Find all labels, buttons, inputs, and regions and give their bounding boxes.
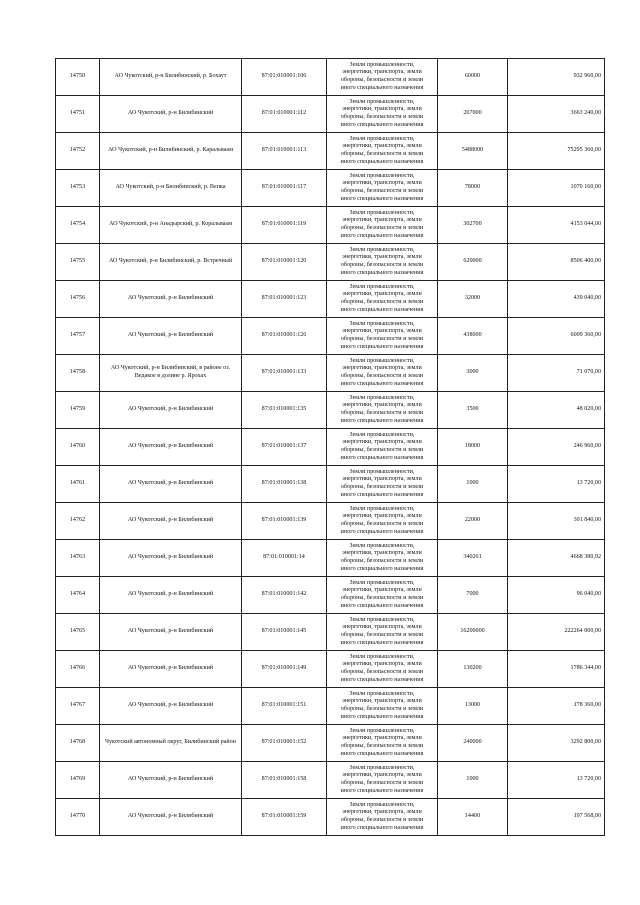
land-category-cell bbox=[327, 244, 438, 281]
table-row bbox=[56, 59, 605, 96]
area-cell: 13000 bbox=[438, 688, 508, 725]
record-number-cell: 14753 bbox=[56, 170, 100, 207]
land-category-line: энергетики, транспорта, земли bbox=[342, 180, 422, 187]
record-number-cell: 14770 bbox=[56, 799, 100, 836]
land-category-line: иного специального назначения bbox=[340, 269, 424, 276]
cadastral-value-cell: 178 360,00 bbox=[508, 688, 605, 725]
cadastral-number-cell: 87:01:010001:119 bbox=[242, 207, 327, 244]
area-cell: 60000 bbox=[438, 59, 508, 96]
land-category-text bbox=[327, 355, 437, 391]
area-cell: 5488000 bbox=[438, 133, 508, 170]
cadastral-value-cell: 13 720,00 bbox=[508, 762, 605, 799]
record-number-cell: 14761 bbox=[56, 466, 100, 503]
area-cell: 3000 bbox=[438, 355, 508, 392]
land-category-line: энергетики, транспорта, земли bbox=[342, 809, 422, 816]
land-category-line: энергетики, транспорта, земли bbox=[342, 587, 422, 594]
land-category-line: иного специального назначения bbox=[340, 528, 424, 535]
land-category-line: Земли промышленности, bbox=[349, 246, 415, 253]
cadastral-number-cell: 87:01:010001:151 bbox=[242, 688, 327, 725]
cadastral-number-cell: 87:01:010001:138 bbox=[242, 466, 327, 503]
land-category-line: энергетики, транспорта, земли bbox=[342, 735, 422, 742]
land-category-text bbox=[327, 133, 437, 169]
cadastral-number-cell: 87:01:010001:120 bbox=[242, 244, 327, 281]
land-category-cell bbox=[327, 503, 438, 540]
land-category-text bbox=[327, 762, 437, 798]
land-category-line: иного специального назначения bbox=[340, 639, 424, 646]
cadastral-number-cell: 87:01:010001:142 bbox=[242, 577, 327, 614]
land-category-line: энергетики, транспорта, земли bbox=[342, 69, 422, 76]
address-cell: АО Чукотский, р-н Билибинский bbox=[100, 688, 242, 725]
cadastral-value-cell: 48 020,00 bbox=[508, 392, 605, 429]
cadastral-value-cell: 8506 400,00 bbox=[508, 244, 605, 281]
land-category-text bbox=[327, 170, 437, 206]
land-category-line: обороны, безопасности и земли bbox=[340, 595, 424, 601]
land-category-text bbox=[327, 688, 437, 724]
record-number-cell: 14768 bbox=[56, 725, 100, 762]
land-category-line: обороны, безопасности и земли bbox=[340, 299, 424, 305]
table-row bbox=[56, 96, 605, 133]
land-category-line: энергетики, транспорта, земли bbox=[342, 217, 422, 224]
land-category-line: иного специального назначения bbox=[340, 417, 424, 424]
land-category-line: Земли промышленности, bbox=[349, 209, 415, 216]
land-category-cell bbox=[327, 577, 438, 614]
record-number-cell: 14763 bbox=[56, 540, 100, 577]
land-category-line: обороны, безопасности и земли bbox=[340, 484, 424, 490]
table-row bbox=[56, 614, 605, 651]
land-category-cell bbox=[327, 392, 438, 429]
area-cell: 1000 bbox=[438, 466, 508, 503]
land-category-line: энергетики, транспорта, земли bbox=[342, 402, 422, 409]
land-category-line: Земли промышленности, bbox=[349, 653, 415, 660]
address-cell: АО Чукотский, р-н Билибинский bbox=[100, 392, 242, 429]
cadastral-number-cell: 87:01:010001:113 bbox=[242, 133, 327, 170]
record-number-cell: 14766 bbox=[56, 651, 100, 688]
land-category-line: Земли промышленности, bbox=[349, 542, 415, 549]
land-category-cell bbox=[327, 614, 438, 651]
land-category-text bbox=[327, 318, 437, 354]
land-category-line: Земли промышленности, bbox=[349, 505, 415, 512]
land-category-line: обороны, безопасности и земли bbox=[340, 817, 424, 823]
table-row bbox=[56, 392, 605, 429]
land-category-text bbox=[327, 725, 437, 761]
land-category-line: энергетики, транспорта, земли bbox=[342, 550, 422, 557]
land-category-line: иного специального назначения bbox=[340, 158, 424, 165]
address-cell: АО Чукотский, р-н Билибинский bbox=[100, 96, 242, 133]
land-category-line: обороны, безопасности и земли bbox=[340, 743, 424, 749]
land-plots-table bbox=[55, 58, 605, 836]
record-number-cell: 14760 bbox=[56, 429, 100, 466]
land-category-line: Земли промышленности, bbox=[349, 394, 415, 401]
land-category-line: обороны, безопасности и земли bbox=[340, 188, 424, 194]
land-category-line: иного специального назначения bbox=[340, 824, 424, 831]
table-row bbox=[56, 281, 605, 318]
land-category-line: Земли промышленности, bbox=[349, 431, 415, 438]
land-category-line: иного специального назначения bbox=[340, 676, 424, 683]
cadastral-number-cell: 87:01:010001:112 bbox=[242, 96, 327, 133]
land-category-cell bbox=[327, 281, 438, 318]
land-category-line: обороны, безопасности и земли bbox=[340, 521, 424, 527]
table-row bbox=[56, 244, 605, 281]
land-category-text bbox=[327, 614, 437, 650]
land-category-line: энергетики, транспорта, земли bbox=[342, 291, 422, 298]
land-category-line: обороны, безопасности и земли bbox=[340, 780, 424, 786]
table-row bbox=[56, 577, 605, 614]
area-cell: 302700 bbox=[438, 207, 508, 244]
cadastral-value-cell: 75295 360,00 bbox=[508, 133, 605, 170]
record-number-cell: 14754 bbox=[56, 207, 100, 244]
land-category-line: Земли промышленности, bbox=[349, 320, 415, 327]
cadastral-value-cell: 1786 344,00 bbox=[508, 651, 605, 688]
address-cell: АО Чукотский, р-н Билибинский bbox=[100, 318, 242, 355]
area-cell: 267000 bbox=[438, 96, 508, 133]
land-category-line: обороны, безопасности и земли bbox=[340, 706, 424, 712]
cadastral-value-cell: 4668 380,92 bbox=[508, 540, 605, 577]
land-category-line: энергетики, транспорта, земли bbox=[342, 328, 422, 335]
land-category-line: иного специального назначения bbox=[340, 306, 424, 313]
cadastral-value-cell: 246 960,00 bbox=[508, 429, 605, 466]
table-row bbox=[56, 503, 605, 540]
address-cell: АО Чукотский, р-н Билибинский, р. Бохаут bbox=[100, 59, 242, 96]
land-category-line: Земли промышленности, bbox=[349, 616, 415, 623]
cadastral-number-cell: 87:01:010001:139 bbox=[242, 503, 327, 540]
cadastral-value-cell: 222264 000,00 bbox=[508, 614, 605, 651]
area-cell: 130200 bbox=[438, 651, 508, 688]
land-category-line: энергетики, транспорта, земли bbox=[342, 624, 422, 631]
land-category-line: обороны, безопасности и земли bbox=[340, 151, 424, 157]
land-category-line: обороны, безопасности и земли bbox=[340, 77, 424, 83]
area-cell: 1000 bbox=[438, 762, 508, 799]
address-cell: АО Чукотский, р-н Билибинский bbox=[100, 799, 242, 836]
land-category-line: обороны, безопасности и земли bbox=[340, 669, 424, 675]
cadastral-number-cell: 87:01:010001:14 bbox=[242, 540, 327, 577]
land-category-cell bbox=[327, 799, 438, 836]
land-category-line: обороны, безопасности и земли bbox=[340, 410, 424, 416]
area-cell: 22000 bbox=[438, 503, 508, 540]
address-cell: АО Чукотский, р-н Билибинский bbox=[100, 614, 242, 651]
cadastral-number-cell: 87:01:010001:145 bbox=[242, 614, 327, 651]
table-row bbox=[56, 725, 605, 762]
cadastral-number-cell: 87:01:010001:159 bbox=[242, 799, 327, 836]
land-category-line: энергетики, транспорта, земли bbox=[342, 772, 422, 779]
address-cell: АО Чукотский, р-н Билибинский, р. Встречный bbox=[100, 244, 242, 281]
cadastral-value-cell: 3292 800,00 bbox=[508, 725, 605, 762]
land-category-line: Земли промышленности, bbox=[349, 283, 415, 290]
land-category-line: Земли промышленности, bbox=[349, 579, 415, 586]
land-category-cell bbox=[327, 170, 438, 207]
land-category-line: иного специального назначения bbox=[340, 713, 424, 720]
land-category-cell bbox=[327, 466, 438, 503]
land-category-cell bbox=[327, 96, 438, 133]
land-category-line: иного специального назначения bbox=[340, 121, 424, 128]
area-cell: 240000 bbox=[438, 725, 508, 762]
land-category-cell bbox=[327, 651, 438, 688]
cadastral-value-cell: 13 720,00 bbox=[508, 466, 605, 503]
cadastral-number-cell: 87:01:010001:135 bbox=[242, 392, 327, 429]
address-cell: АО Чукотский, р-н Билибинский, р. Вепка bbox=[100, 170, 242, 207]
address-cell: АО Чукотский, р-н Билибинский bbox=[100, 429, 242, 466]
land-category-line: обороны, безопасности и земли bbox=[340, 336, 424, 342]
land-category-line: иного специального назначения bbox=[340, 343, 424, 350]
record-number-cell: 14758 bbox=[56, 355, 100, 392]
table-row bbox=[56, 355, 605, 392]
cadastral-value-cell: 301 840,00 bbox=[508, 503, 605, 540]
land-category-line: Земли промышленности, bbox=[349, 61, 415, 68]
land-category-line: иного специального назначения bbox=[340, 565, 424, 572]
cadastral-number-cell: 87:01:010001:158 bbox=[242, 762, 327, 799]
cadastral-value-cell: 932 960,00 bbox=[508, 59, 605, 96]
table-row bbox=[56, 429, 605, 466]
land-category-line: энергетики, транспорта, земли bbox=[342, 365, 422, 372]
cadastral-number-cell: 87:01:010001:152 bbox=[242, 725, 327, 762]
address-cell: АО Чукотский, р-н Анадырский, р. Коральваам bbox=[100, 207, 242, 244]
cadastral-number-cell: 87:01:010001:126 bbox=[242, 318, 327, 355]
record-number-cell: 14751 bbox=[56, 96, 100, 133]
land-category-line: иного специального назначения bbox=[340, 454, 424, 461]
cadastral-value-cell: 197 568,00 bbox=[508, 799, 605, 836]
land-category-cell bbox=[327, 59, 438, 96]
land-category-cell bbox=[327, 540, 438, 577]
cadastral-number-cell: 87:01:010001:149 bbox=[242, 651, 327, 688]
land-category-line: иного специального назначения bbox=[340, 232, 424, 239]
address-cell: АО Чукотский, р-н Билибинский bbox=[100, 540, 242, 577]
address-cell: АО Чукотский, р-н Билибинский bbox=[100, 503, 242, 540]
land-category-text bbox=[327, 577, 437, 613]
address-cell: АО Чукотский, р-н Билибинский bbox=[100, 651, 242, 688]
land-category-line: иного специального назначения bbox=[340, 787, 424, 794]
cadastral-number-cell: 87:01:010001:106 bbox=[242, 59, 327, 96]
land-category-text bbox=[327, 799, 437, 835]
land-category-text bbox=[327, 244, 437, 280]
area-cell: 7000 bbox=[438, 577, 508, 614]
record-number-cell: 14757 bbox=[56, 318, 100, 355]
land-category-line: Земли промышленности, bbox=[349, 98, 415, 105]
land-category-line: Земли промышленности, bbox=[349, 690, 415, 697]
land-category-line: Земли промышленности, bbox=[349, 468, 415, 475]
address-cell: АО Чукотский, р-н Билибинский bbox=[100, 466, 242, 503]
land-category-line: иного специального назначения bbox=[340, 602, 424, 609]
cadastral-number-cell: 87:01:010001:137 bbox=[242, 429, 327, 466]
table-row bbox=[56, 651, 605, 688]
land-category-line: обороны, безопасности и земли bbox=[340, 262, 424, 268]
land-category-line: обороны, безопасности и земли bbox=[340, 225, 424, 231]
land-category-line: Земли промышленности, bbox=[349, 172, 415, 179]
table-row bbox=[56, 133, 605, 170]
land-category-cell bbox=[327, 688, 438, 725]
land-category-line: иного специального назначения bbox=[340, 195, 424, 202]
record-number-cell: 14759 bbox=[56, 392, 100, 429]
area-cell: 16200000 bbox=[438, 614, 508, 651]
land-category-line: энергетики, транспорта, земли bbox=[342, 106, 422, 113]
table-row bbox=[56, 540, 605, 577]
land-category-line: энергетики, транспорта, земли bbox=[342, 439, 422, 446]
land-category-cell bbox=[327, 355, 438, 392]
land-category-line: обороны, безопасности и земли bbox=[340, 114, 424, 120]
table-row bbox=[56, 762, 605, 799]
land-registry-sheet bbox=[55, 58, 601, 836]
land-category-line: энергетики, транспорта, земли bbox=[342, 254, 422, 261]
land-category-text bbox=[327, 281, 437, 317]
land-category-line: Земли промышленности, bbox=[349, 357, 415, 364]
cadastral-value-cell: 3663 240,00 bbox=[508, 96, 605, 133]
area-cell: 438000 bbox=[438, 318, 508, 355]
land-category-text bbox=[327, 540, 437, 576]
land-category-line: обороны, безопасности и земли bbox=[340, 558, 424, 564]
cadastral-value-cell: 439 040,00 bbox=[508, 281, 605, 318]
area-cell: 18000 bbox=[438, 429, 508, 466]
area-cell: 620000 bbox=[438, 244, 508, 281]
table-row bbox=[56, 170, 605, 207]
land-category-line: иного специального назначения bbox=[340, 84, 424, 91]
address-cell: АО Чукотский, р-н Билибинский, в районе оз. Ведакое в долине р. Ярохах bbox=[100, 355, 242, 392]
record-number-cell: 14767 bbox=[56, 688, 100, 725]
land-category-line: иного специального назначения bbox=[340, 380, 424, 387]
land-category-line: обороны, безопасности и земли bbox=[340, 373, 424, 379]
land-category-text bbox=[327, 392, 437, 428]
land-category-text bbox=[327, 207, 437, 243]
land-category-line: Земли промышленности, bbox=[349, 135, 415, 142]
area-cell: 78000 bbox=[438, 170, 508, 207]
cadastral-value-cell: 96 040,00 bbox=[508, 577, 605, 614]
cadastral-value-cell: 4153 044,00 bbox=[508, 207, 605, 244]
address-cell: Чукотский автономный округ, Билибинский район bbox=[100, 725, 242, 762]
record-number-cell: 14762 bbox=[56, 503, 100, 540]
land-category-line: Земли промышленности, bbox=[349, 801, 415, 808]
land-category-line: Земли промышленности, bbox=[349, 727, 415, 734]
area-cell: 340261 bbox=[438, 540, 508, 577]
area-cell: 14400 bbox=[438, 799, 508, 836]
record-number-cell: 14752 bbox=[56, 133, 100, 170]
land-category-line: обороны, безопасности и земли bbox=[340, 632, 424, 638]
table-row bbox=[56, 207, 605, 244]
address-cell: АО Чукотский, р-н Билибинский bbox=[100, 281, 242, 318]
land-category-text bbox=[327, 503, 437, 539]
address-cell: АО Чукотский, р-н Билибинский, р. Каральваам bbox=[100, 133, 242, 170]
record-number-cell: 14750 bbox=[56, 59, 100, 96]
land-category-line: энергетики, транспорта, земли bbox=[342, 698, 422, 705]
cadastral-value-cell: 6009 360,00 bbox=[508, 318, 605, 355]
land-category-text bbox=[327, 429, 437, 465]
land-category-line: иного специального назначения bbox=[340, 491, 424, 498]
cadastral-number-cell: 87:01:010001:133 bbox=[242, 355, 327, 392]
land-category-cell bbox=[327, 725, 438, 762]
land-category-cell bbox=[327, 207, 438, 244]
cadastral-number-cell: 87:01:010001:123 bbox=[242, 281, 327, 318]
land-category-text bbox=[327, 466, 437, 502]
land-category-line: иного специального назначения bbox=[340, 750, 424, 757]
cadastral-value-cell: 71 070,00 bbox=[508, 355, 605, 392]
cadastral-number-cell: 87:01:010001:117 bbox=[242, 170, 327, 207]
address-cell: АО Чукотский, р-н Билибинский bbox=[100, 762, 242, 799]
land-category-line: энергетики, транспорта, земли bbox=[342, 143, 422, 150]
land-category-line: обороны, безопасности и земли bbox=[340, 447, 424, 453]
land-category-line: энергетики, транспорта, земли bbox=[342, 513, 422, 520]
land-category-cell bbox=[327, 133, 438, 170]
land-category-text bbox=[327, 651, 437, 687]
table-body bbox=[56, 59, 605, 836]
area-cell: 3500 bbox=[438, 392, 508, 429]
table-row bbox=[56, 688, 605, 725]
table-row bbox=[56, 318, 605, 355]
land-category-cell bbox=[327, 429, 438, 466]
land-category-line: энергетики, транспорта, земли bbox=[342, 661, 422, 668]
table-row bbox=[56, 799, 605, 836]
record-number-cell: 14769 bbox=[56, 762, 100, 799]
land-category-text bbox=[327, 59, 437, 95]
land-category-cell bbox=[327, 318, 438, 355]
address-cell: АО Чукотский, р-н Билибинский bbox=[100, 577, 242, 614]
land-category-line: Земли промышленности, bbox=[349, 764, 415, 771]
land-category-line: энергетики, транспорта, земли bbox=[342, 476, 422, 483]
record-number-cell: 14756 bbox=[56, 281, 100, 318]
record-number-cell: 14764 bbox=[56, 577, 100, 614]
record-number-cell: 14765 bbox=[56, 614, 100, 651]
table-row bbox=[56, 466, 605, 503]
land-category-text bbox=[327, 96, 437, 132]
land-category-cell bbox=[327, 762, 438, 799]
cadastral-value-cell: 1070 160,00 bbox=[508, 170, 605, 207]
area-cell: 32000 bbox=[438, 281, 508, 318]
record-number-cell: 14755 bbox=[56, 244, 100, 281]
